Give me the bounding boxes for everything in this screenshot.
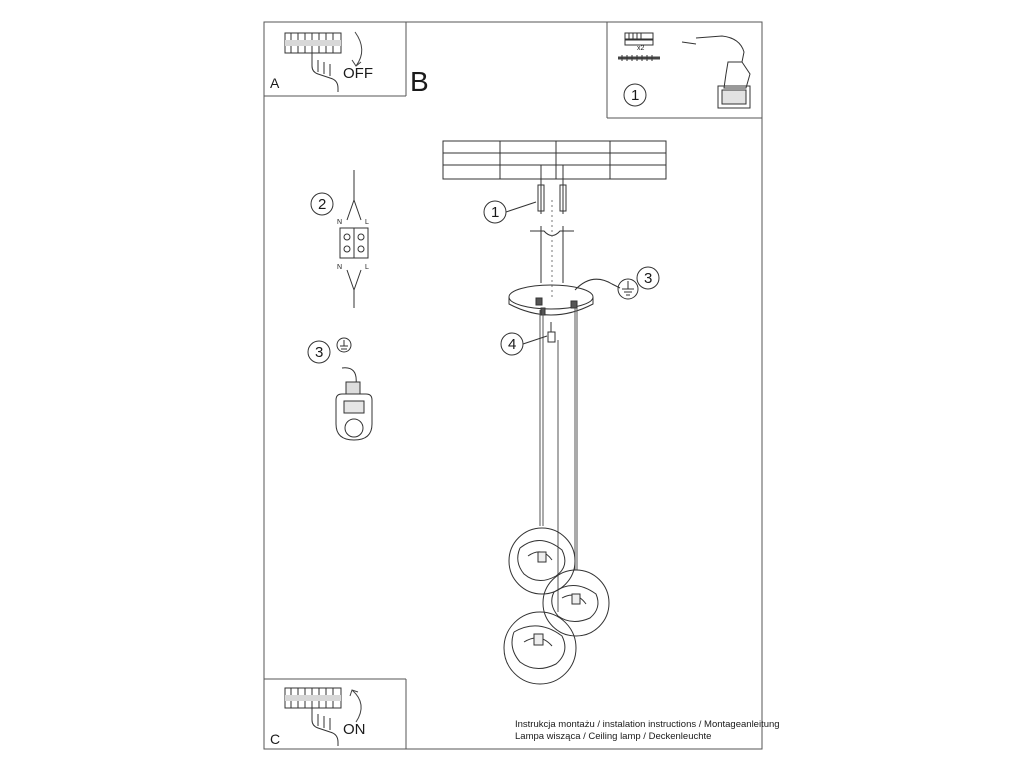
drill-icon — [682, 36, 750, 108]
ceiling-step-number: 1 — [491, 204, 500, 221]
ground-clamp-symbol-icon — [337, 338, 351, 352]
panel-c-letter: C — [270, 731, 281, 747]
terminal-label-n-bottom: N — [337, 264, 343, 271]
switch-off-label: OFF — [343, 65, 373, 82]
hand-icon — [312, 52, 338, 92]
ground-clamp-icon — [336, 368, 372, 440]
switch-on-arrow-icon — [350, 690, 361, 722]
switch-on-label: ON — [343, 721, 366, 738]
panel-b-letter: B — [410, 66, 429, 97]
terminal-block-icon — [340, 228, 368, 258]
terminal-label-l-top: L — [365, 219, 369, 226]
ground-symbol-icon — [618, 279, 638, 299]
terminal-label-l-bottom: L — [365, 264, 369, 271]
switch-off-arrow-icon — [352, 32, 362, 66]
ground-clamp-step-number: 3 — [315, 344, 324, 361]
instructions-caption-line2: Lampa wisząca / Ceiling lamp / Deckenleuchte — [515, 731, 712, 742]
screw-step-number: 4 — [508, 336, 517, 353]
step-1-leader-line — [506, 202, 536, 212]
instructions-caption-line1: Instrukcja montażu / instalation instructions / Montageanleitung — [515, 719, 780, 730]
fuse-box-on-icon — [285, 688, 341, 708]
wiring-step-number: 2 — [318, 196, 327, 213]
canopy-icon — [509, 285, 593, 315]
sheet-border — [264, 22, 762, 749]
glass-globe-top-icon — [509, 528, 575, 594]
wall-plug-count: x2 — [637, 45, 645, 52]
tools-step-number: 1 — [631, 87, 640, 104]
ceiling-icon — [443, 141, 666, 179]
ground-wire-step-number: 3 — [644, 270, 653, 287]
pendant-cables-icon — [540, 308, 577, 612]
canopy-screw-icon — [548, 322, 555, 342]
wall-plug-icon — [625, 33, 653, 45]
terminal-label-n-top: N — [337, 219, 343, 226]
fuse-box-icon — [285, 33, 341, 53]
screw-icon — [618, 55, 660, 61]
panel-a-letter: A — [270, 75, 280, 91]
glass-globe-bottom-icon — [504, 612, 576, 684]
hand-on-icon — [312, 707, 338, 746]
glass-globe-right-icon — [543, 570, 609, 636]
